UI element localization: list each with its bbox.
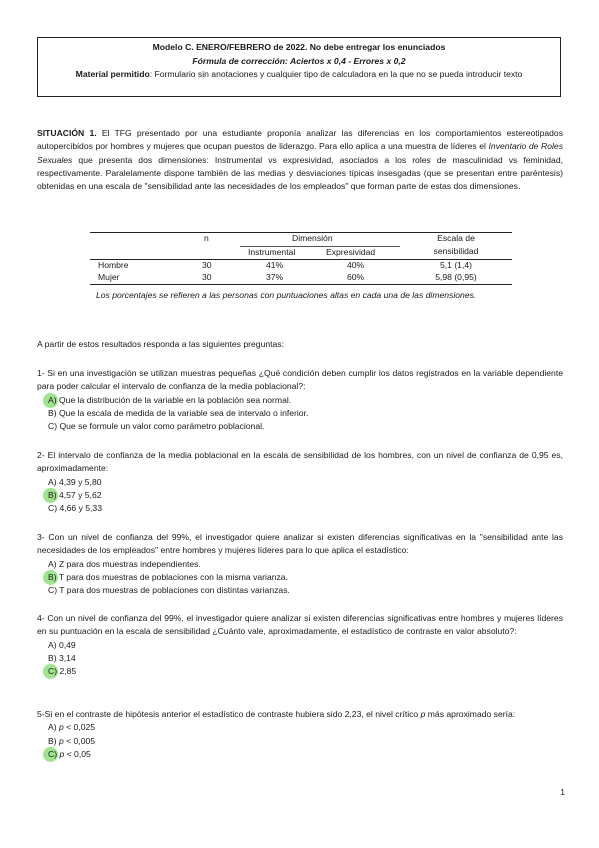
option-text: Que la distribución de la variable en la población sea normal. [56,394,292,405]
inventory-name: Inventario de Roles Sexuales [37,141,564,165]
question-stem-b: más aproximado sería: [425,709,516,719]
exam-header-box [37,37,561,97]
table-row-scale: 5,1 (1,4) [439,260,472,270]
table-rule-bottom [90,284,512,285]
option-c [48,584,563,597]
option-a [48,476,563,489]
allowed-material-text: : Formulario sin anotaciones y cualquier tipo de calculadora en la que no se pueda introducir texto [149,69,523,80]
table-header-scale-1: Escala de [437,233,475,243]
option-label: B) [48,489,57,500]
situation-paragraph [37,127,563,193]
option-text: 4,66 y 5,33 [57,503,102,514]
allowed-material-label: Material permitido [75,69,150,80]
option-a [48,721,563,734]
option-a [48,639,563,652]
option-a [48,394,563,407]
questions-intro: A partir de estos resultados responda a las siguientes preguntas: [37,339,284,349]
exam-model-title: Modelo C. ENERO/FEBRERO de 2022. No debe entregar los enunciados [152,42,446,52]
table-header-scale-2: sensibilidad [433,246,479,256]
option-b [48,407,563,420]
option-text: 2,85 [57,666,77,677]
table-row-n: 30 [202,272,212,282]
option-text: Que se formule un valor como parámetro poblacional. [57,421,265,432]
option-label: B) [48,407,57,418]
option-a [48,558,563,571]
option-text: 4,39 y 5,80 [56,476,102,487]
allowed-material [38,68,560,82]
p-symbol: p [420,709,426,719]
situation-text-b: que presenta dos dimensiones: Instrumental vs expresividad, asociados a los roles de masculinidad vs feminidad, respectivamente. Paralelamente dispone también de las medias y desviaciones típicas insesgadas (que se presentan entre paréntesis) obtenidas en una escala de "sensibilidad ante las necesidades de los empleados" que forman parte de estas dos dimensiones. [37,154,563,192]
option-c [48,502,563,515]
option-b [48,489,563,502]
table-row-scale: 5,98 (0,95) [435,272,477,282]
table-header-instrumental: Instrumental [248,247,296,257]
p-symbol: p [58,722,64,733]
table-header-expresividad: Expresividad [326,247,376,257]
page-number: 1 [560,787,565,797]
question-3 [37,531,563,597]
situation-text-a: El TFG presentado por una estudiante proponía analizar las diferencias en los comportamientos estereotipados autopercibidos por hombres y mujeres que ocupan puestos de liderazgo. Para ello aplica a una muestra de líderes el [37,128,563,152]
question-stem-a: 5-Si en el contraste de hipótesis anterior el estadístico de contraste hubiera sido 2,23, el nivel crítico [37,709,421,719]
p-symbol: p [58,735,64,746]
question-5 [37,708,563,761]
option-text: < 0,005 [63,735,96,746]
table-row-expresividad: 40% [347,260,365,270]
option-label: C) [48,748,58,759]
option-label: C) [48,666,58,677]
table-row-label: Hombre [98,260,129,270]
option-label: C) [48,585,58,596]
option-label: A) [48,394,57,405]
option-b [48,571,563,584]
table-row-expresividad: 60% [347,272,365,282]
option-c [48,748,563,761]
option-c [48,420,563,433]
correction-formula: Fórmula de corrección: Aciertos x 0,4 - Errores x 0,2 [192,55,406,66]
question-stem [37,708,563,721]
option-label: A) [48,558,57,569]
table-row-label: Mujer [98,272,120,282]
option-text: T para dos muestras de poblaciones con distintas varianzas. [57,585,290,596]
option-text: T para dos muestras de poblaciones con la misma varianza. [56,571,288,582]
option-text: < 0,05 [64,748,91,759]
question-stem: 2- El intervalo de confianza de la media poblacional en la escala de sensibilidad de los hombres, con un nivel de confianza de 0,95 es, aproximadamente: [37,450,563,474]
p-symbol: p [59,748,65,759]
table-header-dimension: Dimensión [292,233,333,243]
question-4 [37,612,563,678]
table-row-instrumental: 41% [266,260,284,270]
situation-label: SITUACIÓN 1. [37,128,97,138]
option-text: 4,57 y 5,62 [56,489,102,500]
option-label: B) [48,571,57,582]
option-label: B) [48,652,57,663]
question-stem: 4- Con un nivel de confianza del 99%, el investigador quiere analizar si existen diferencias significativas entre hombres y mujeres líderes en su puntuación en la escala de sensibilidad ¿Cuánto vale, aproximadamente, el estadístico de contraste en valor absoluto?: [37,613,563,637]
option-label: A) [48,639,57,650]
option-text: 3,14 [56,652,76,663]
option-text: 0,49 [56,639,76,650]
question-stem: 3- Con un nivel de confianza del 99%, el investigador quiere analizar si existen diferencias significativas en la "sensibilidad ante las necesidades de los empleados" entre hombres y mujeres líderes para lo que aplica el estadístico: [37,532,563,556]
question-stem: 1- Si en una investigación se utilizan muestras pequeñas ¿Qué condición deben cumplir los datos registrados en la variable dependiente para poder calcular el intervalo de confianza de la media poblacional?: [37,368,563,392]
question-1 [37,367,563,433]
option-label: A) [48,722,57,733]
option-label: C) [48,503,58,514]
table-row-n: 30 [202,260,212,270]
option-label: C) [48,421,58,432]
option-text: < 0,025 [63,722,96,733]
option-b [48,652,563,665]
option-text: Que la escala de medida de la variable sea de intervalo o inferior. [56,407,309,418]
option-c [48,665,563,678]
table-header-n: n [204,233,209,243]
table-row-instrumental: 37% [266,272,284,282]
question-2 [37,449,563,515]
option-b [48,735,563,748]
table-note: Los porcentajes se refieren a las personas con puntuaciones altas en cada una de las dimensiones. [96,290,477,300]
option-label: B) [48,735,57,746]
option-text: Z para dos muestras independientes. [56,558,201,569]
option-label: A) [48,476,57,487]
